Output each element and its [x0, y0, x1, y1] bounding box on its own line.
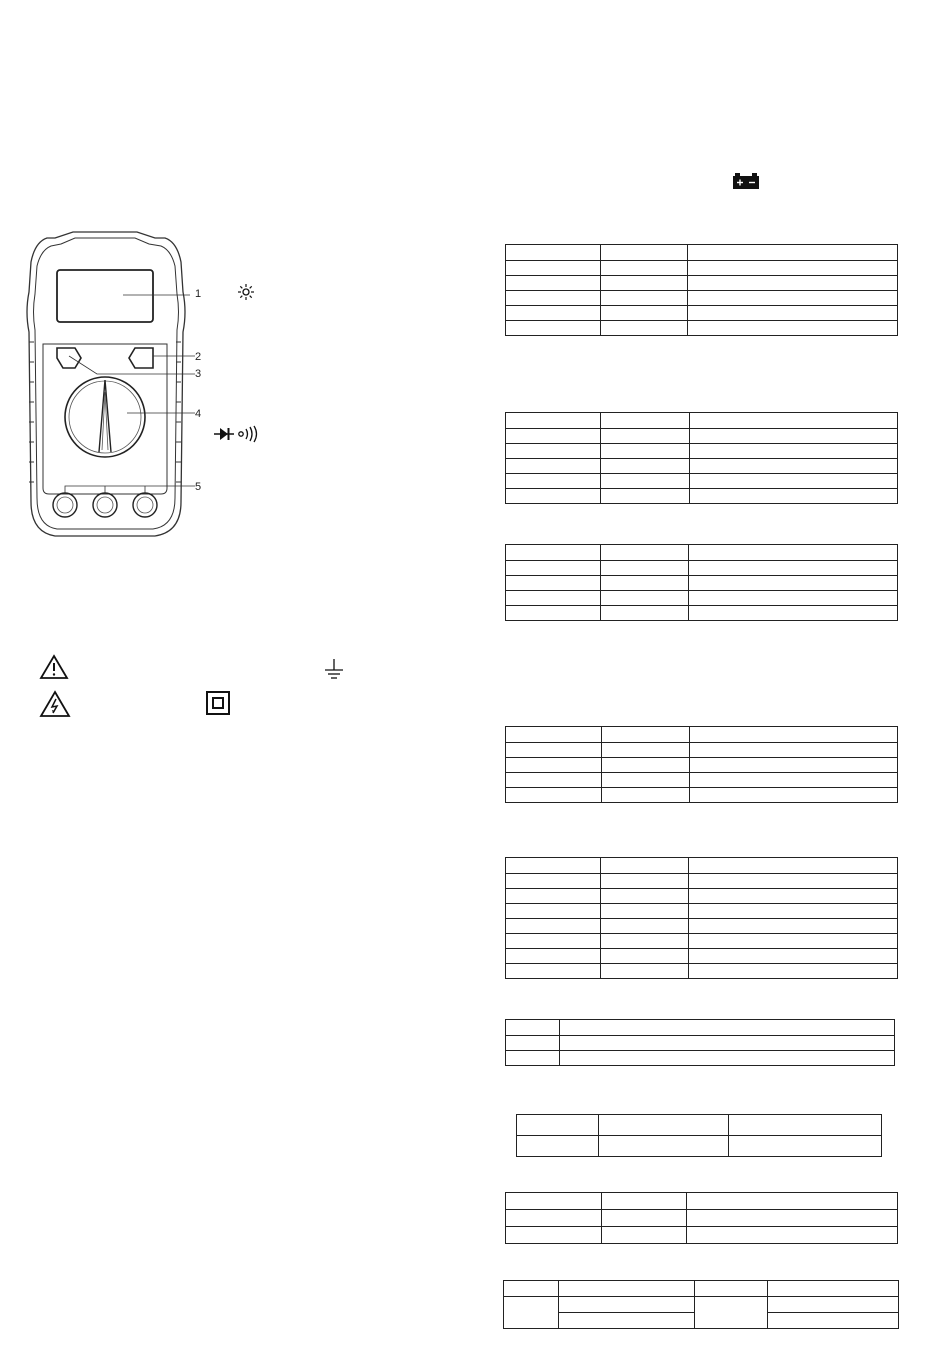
table-row [506, 858, 898, 874]
table-row [506, 1036, 895, 1051]
table-row [517, 1136, 882, 1157]
spec-table-7 [516, 1114, 882, 1157]
table-row [506, 964, 898, 979]
table-row [506, 904, 898, 919]
spec-table-8 [505, 1192, 898, 1244]
table-row [506, 889, 898, 904]
multimeter-diagram [25, 232, 215, 542]
caution-triangle-icon [40, 655, 68, 679]
callout-1: 1 [195, 288, 202, 300]
table-row [506, 727, 898, 743]
callout-5: 5 [195, 481, 202, 493]
table-row [506, 306, 898, 321]
spec-table-6 [505, 1019, 895, 1066]
table-row [517, 1115, 882, 1136]
table-row [506, 743, 898, 758]
table-row [506, 788, 898, 803]
callout-4: 4 [195, 408, 202, 420]
table-row [506, 591, 898, 606]
table-row [504, 1281, 899, 1297]
table-row [506, 758, 898, 773]
table-row [506, 444, 898, 459]
spec-table-3 [505, 544, 898, 621]
table-row [506, 576, 898, 591]
table-row [506, 245, 898, 261]
table-row [506, 459, 898, 474]
table-row [506, 606, 898, 621]
table-row [506, 1051, 895, 1066]
table-row [506, 489, 898, 504]
callout-3: 3 [195, 368, 202, 380]
table-row [506, 773, 898, 788]
table-row [504, 1297, 899, 1313]
table-row [506, 1193, 898, 1210]
spec-table-5 [505, 857, 898, 979]
table-row [506, 321, 898, 336]
table-row [506, 545, 898, 561]
table-row [506, 261, 898, 276]
diode-icon [214, 427, 234, 441]
battery-icon [733, 173, 759, 189]
table-row [506, 949, 898, 964]
table-row [506, 291, 898, 306]
electric-shock-warning-icon [40, 691, 70, 717]
table-row [506, 561, 898, 576]
backlight-sun-icon [237, 283, 255, 301]
spec-table-4 [505, 726, 898, 803]
table-row [506, 874, 898, 889]
table-row [506, 1227, 898, 1244]
table-row [506, 474, 898, 489]
table-row [506, 1210, 898, 1227]
table-row [506, 1020, 895, 1036]
table-row [506, 276, 898, 291]
continuity-beeper-icon [238, 426, 258, 442]
spec-table-9 [503, 1280, 899, 1329]
ground-icon [323, 659, 345, 681]
table-row [506, 919, 898, 934]
table-row [506, 429, 898, 444]
spec-table-2 [505, 412, 898, 504]
spec-table-1 [505, 244, 898, 336]
callout-2: 2 [195, 351, 202, 363]
double-insulation-icon [206, 691, 230, 715]
table-row [506, 413, 898, 429]
table-row [506, 934, 898, 949]
